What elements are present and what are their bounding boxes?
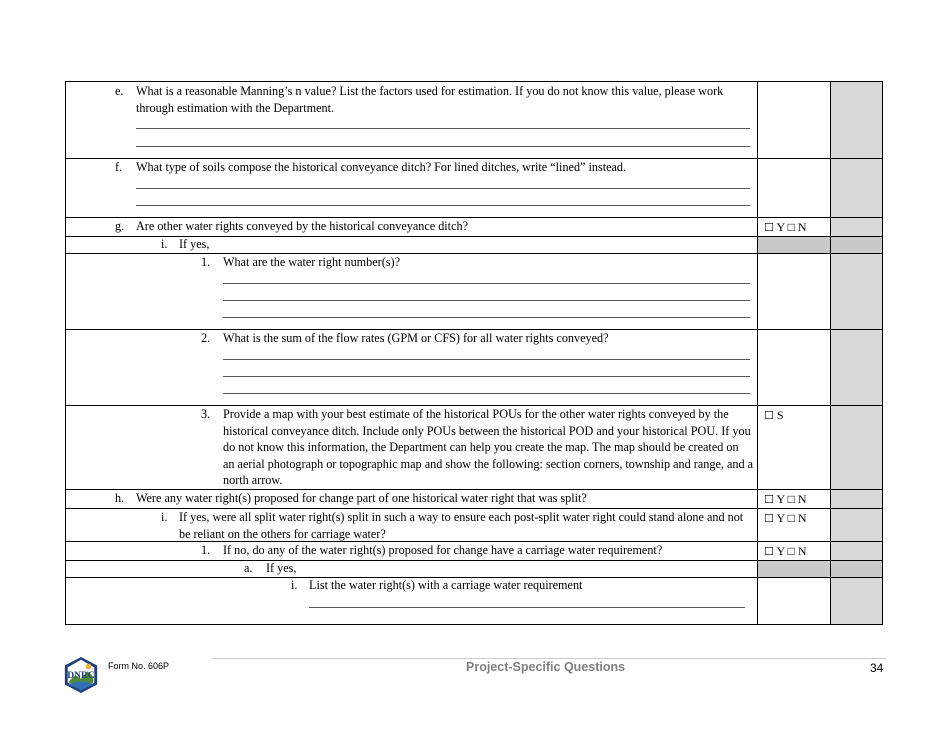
answer-line[interactable] bbox=[223, 300, 750, 301]
answer-line[interactable] bbox=[223, 376, 750, 377]
answer-line[interactable] bbox=[223, 359, 750, 360]
question-number: 2. bbox=[201, 331, 211, 345]
question-number: f. bbox=[115, 160, 123, 174]
answer-line[interactable] bbox=[309, 607, 745, 608]
department-use-cell bbox=[831, 509, 882, 541]
question-g-text: Are other water rights conveyed by the historical conveyance ditch? bbox=[136, 219, 468, 233]
question-number: 1. bbox=[201, 255, 211, 269]
check-label: Y □ N bbox=[776, 544, 807, 558]
check-cell bbox=[758, 237, 831, 253]
question-number: i. bbox=[161, 510, 168, 524]
dnrc-logo-icon bbox=[62, 656, 100, 694]
question-h-i-text: If yes, were all split water right(s) split in such a way to ensure each post-split water right could stand alone and not be reliant on the others for carriage water? bbox=[179, 510, 744, 541]
row-g bbox=[66, 217, 882, 236]
row-g-i-3 bbox=[66, 405, 882, 489]
answer-line[interactable] bbox=[136, 128, 750, 129]
footer-title: Project-Specific Questions bbox=[466, 660, 626, 674]
row-g-i-1 bbox=[66, 253, 882, 329]
row-h-i bbox=[66, 508, 882, 541]
question-number: i. bbox=[291, 578, 298, 592]
check-label: Y □ N bbox=[776, 220, 807, 234]
check-label: Y □ N bbox=[776, 492, 807, 506]
footer-divider bbox=[212, 658, 886, 659]
check-cell bbox=[758, 561, 831, 577]
question-f-text: What type of soils compose the historical conveyance ditch? For lined ditches, write “lined” instead. bbox=[136, 160, 627, 174]
yes-no-checkbox[interactable] bbox=[758, 490, 831, 508]
department-use-cell bbox=[831, 561, 882, 577]
question-number: 1. bbox=[201, 543, 211, 557]
department-use-cell bbox=[831, 490, 882, 508]
yes-no-checkbox[interactable] bbox=[758, 509, 831, 541]
row-h-i-1 bbox=[66, 541, 882, 560]
row-h-i-1-a bbox=[66, 560, 882, 577]
questions-table bbox=[65, 81, 883, 625]
department-use-cell bbox=[831, 330, 882, 405]
question-g-i-text: If yes, bbox=[179, 237, 210, 251]
department-use-cell bbox=[831, 406, 882, 489]
department-use-cell bbox=[831, 159, 882, 217]
form-number: Form No. 606P bbox=[108, 661, 170, 671]
checkbox-icon[interactable]: ☐ bbox=[764, 493, 774, 506]
row-f bbox=[66, 158, 882, 217]
row-g-i bbox=[66, 236, 882, 253]
check-label: Y □ N bbox=[776, 511, 807, 525]
check-cell bbox=[758, 578, 831, 624]
yes-no-checkbox[interactable] bbox=[758, 542, 831, 560]
question-number: i. bbox=[161, 237, 168, 251]
question-number: h. bbox=[115, 491, 125, 505]
checkbox-icon[interactable]: ☐ bbox=[764, 221, 774, 234]
department-use-cell bbox=[831, 542, 882, 560]
row-e bbox=[66, 82, 882, 158]
question-h-i-1-a-i-text: List the water right(s) with a carriage water requirement bbox=[309, 578, 583, 592]
question-h-i-1-a-text: If yes, bbox=[266, 561, 297, 575]
question-number: 3. bbox=[201, 407, 211, 421]
row-g-i-2 bbox=[66, 329, 882, 405]
question-h-text: Were any water right(s) proposed for change part of one historical water right that was split? bbox=[136, 491, 587, 505]
check-cell bbox=[758, 159, 831, 217]
question-g-i-1-text: What are the water right number(s)? bbox=[223, 255, 400, 269]
question-g-i-2-text: What is the sum of the flow rates (GPM or CFS) for all water rights conveyed? bbox=[223, 331, 609, 345]
page-number: 34 bbox=[870, 661, 884, 675]
question-number: a. bbox=[244, 561, 253, 575]
question-number: g. bbox=[115, 219, 125, 233]
question-e-text: What is a reasonable Manning’s n value? List the factors used for estimation. If you do not know this value, please work through estimation with the Department. bbox=[136, 84, 724, 115]
department-use-cell bbox=[831, 254, 882, 329]
question-g-i-3-text: Provide a map with your best estimate of the historical POUs for the other water rights conveyed by the historical conveyance ditch. Include only POUs between the historical POD and your historical POU. If you do not know this information, the Department can help you create the map. The map should be created on an aerial photograph or topographic map and show the following: section corners, township and range, and a north arrow. bbox=[223, 407, 754, 487]
department-use-cell bbox=[831, 218, 882, 236]
check-label: S bbox=[776, 408, 784, 422]
question-number: e. bbox=[115, 84, 124, 98]
yes-no-checkbox[interactable] bbox=[758, 218, 831, 236]
check-cell bbox=[758, 82, 831, 158]
answer-line[interactable] bbox=[136, 146, 750, 147]
checkbox-icon[interactable]: ☐ bbox=[764, 512, 774, 525]
answer-line[interactable] bbox=[223, 317, 750, 318]
check-cell bbox=[758, 330, 831, 405]
answer-line[interactable] bbox=[223, 283, 750, 284]
department-use-cell bbox=[831, 237, 882, 253]
department-use-cell bbox=[831, 82, 882, 158]
answer-line[interactable] bbox=[223, 393, 750, 394]
svg-text:DNRC: DNRC bbox=[67, 670, 95, 681]
submitted-checkbox[interactable] bbox=[758, 406, 831, 489]
checkbox-icon[interactable]: ☐ bbox=[764, 545, 774, 558]
check-cell bbox=[758, 254, 831, 329]
question-h-i-1-text: If no, do any of the water right(s) proposed for change have a carriage water requirement? bbox=[223, 543, 663, 557]
answer-line[interactable] bbox=[136, 205, 750, 206]
row-h-i-1-a-i bbox=[66, 577, 882, 624]
checkbox-icon[interactable]: ☐ bbox=[764, 409, 774, 422]
row-h bbox=[66, 489, 882, 508]
department-use-cell bbox=[831, 578, 882, 624]
answer-line[interactable] bbox=[136, 188, 750, 189]
